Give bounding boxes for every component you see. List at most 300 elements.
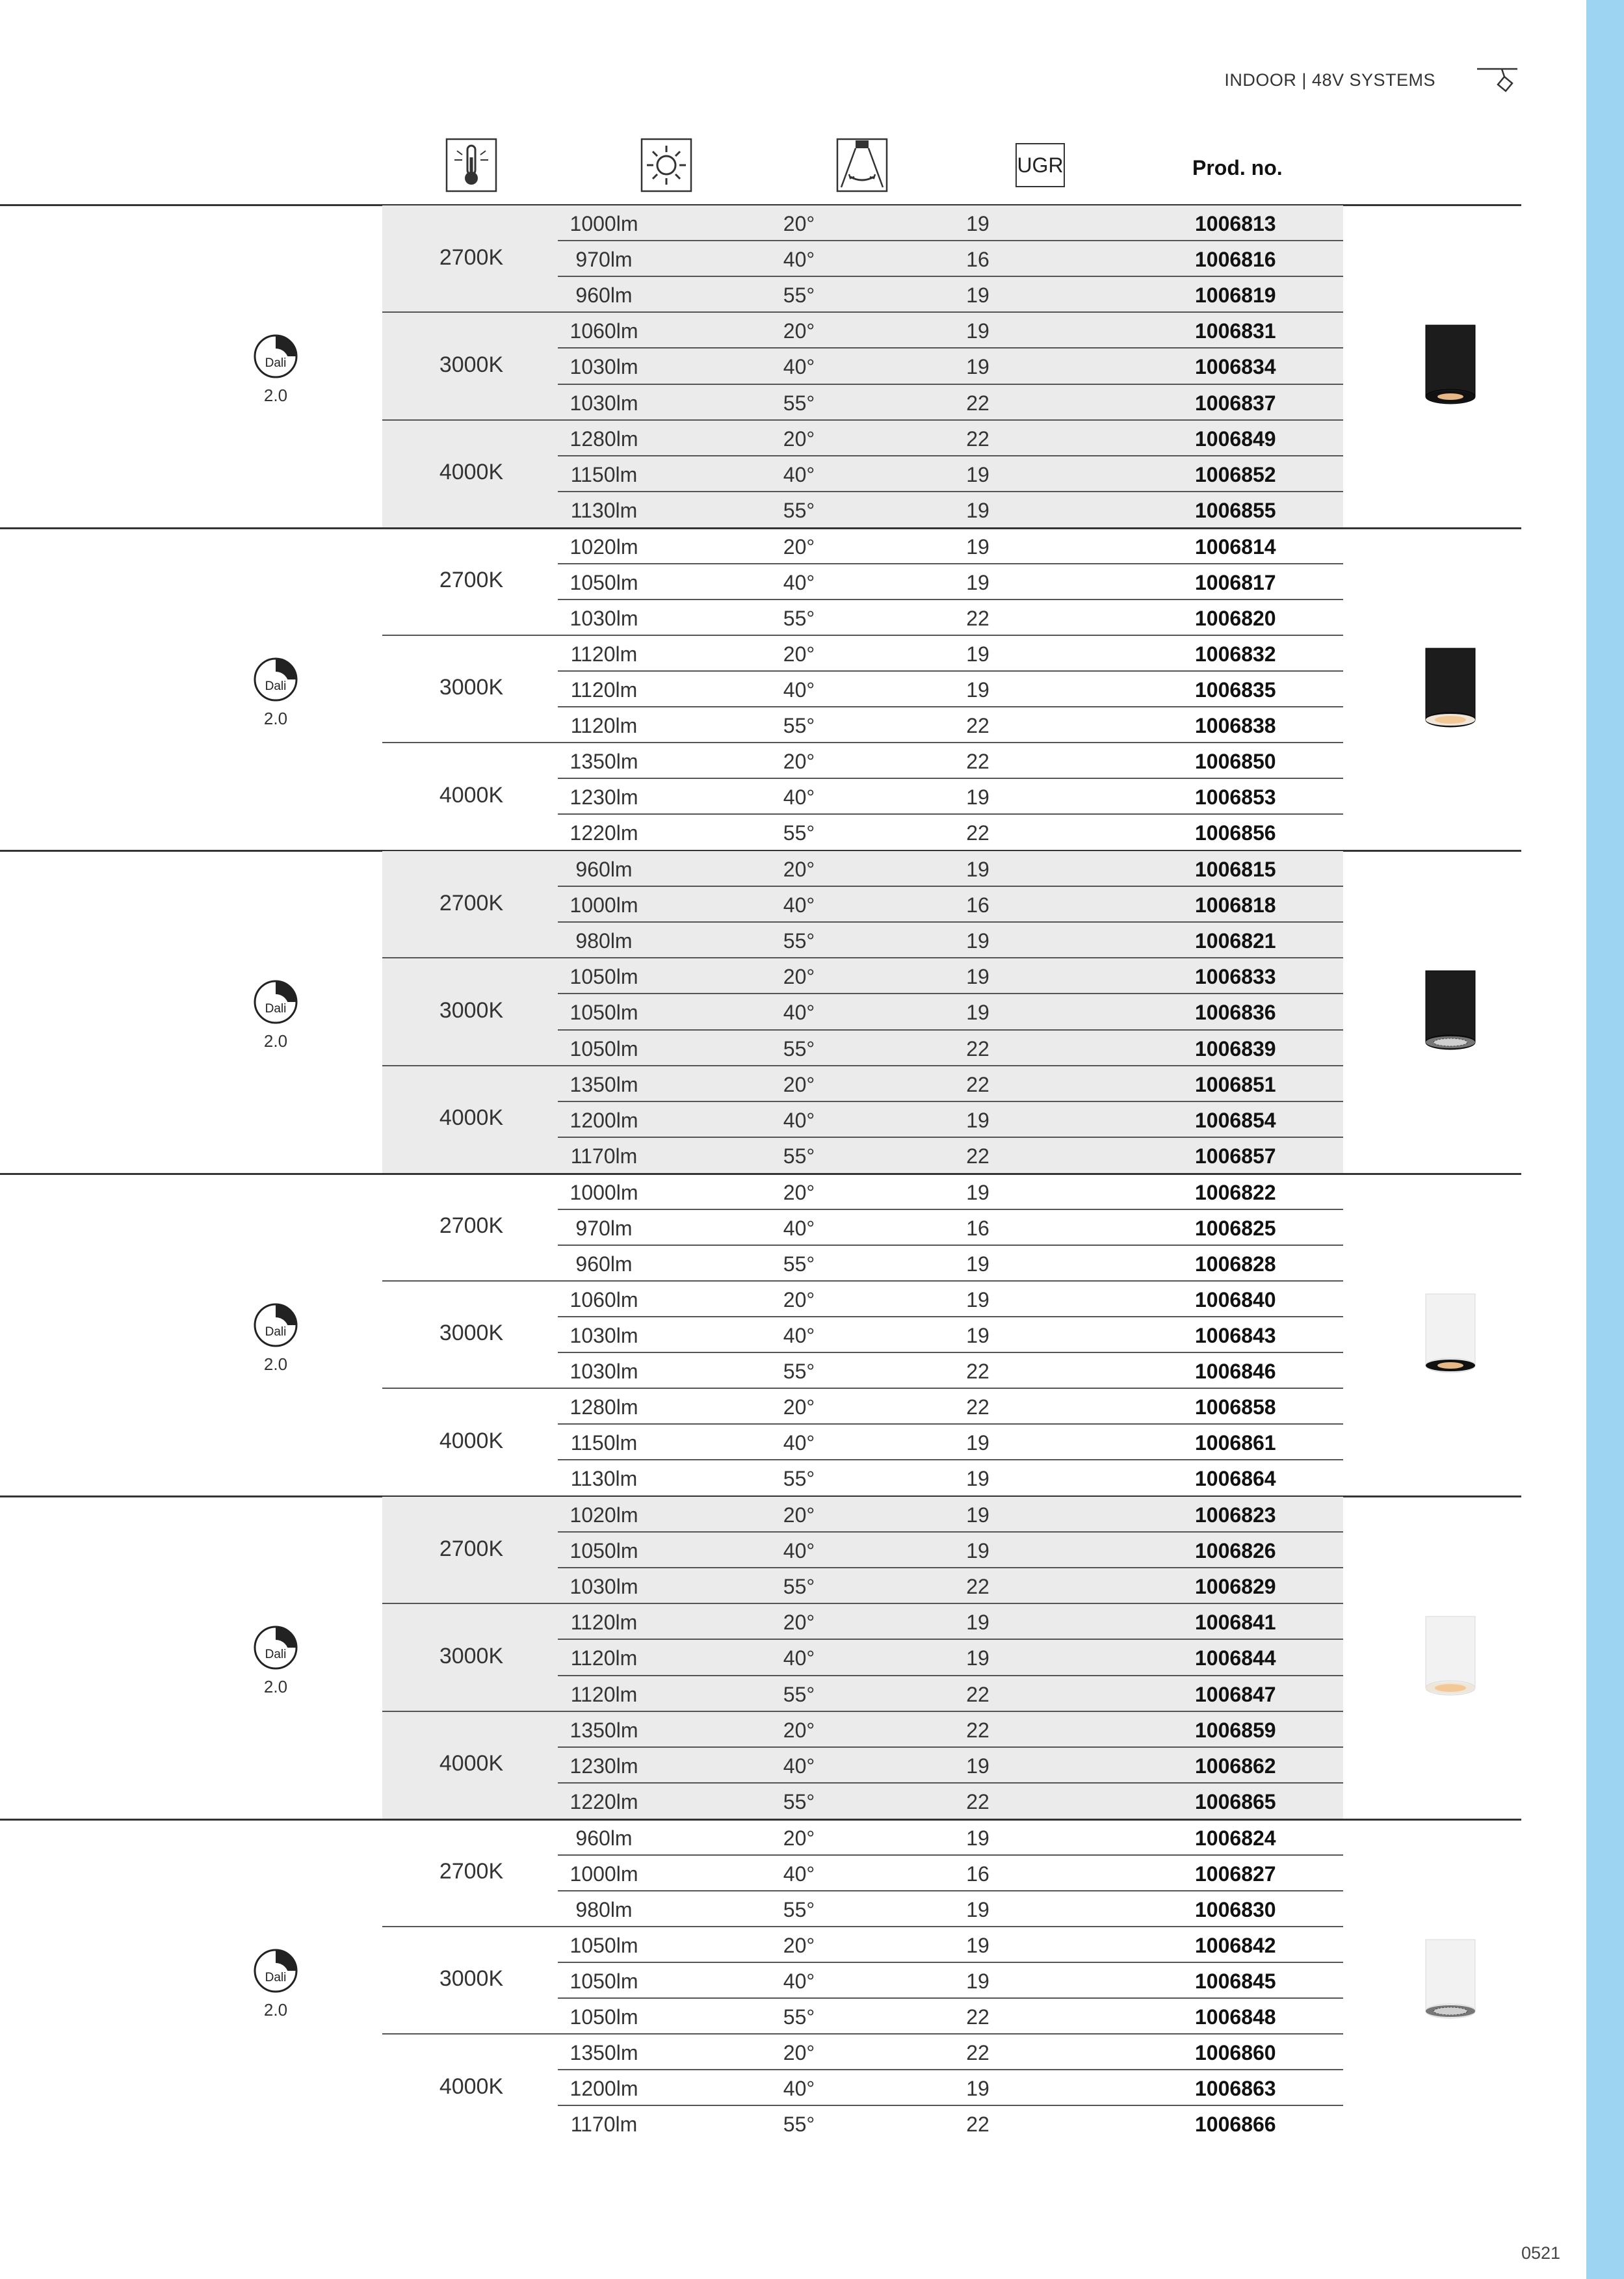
- product-number: 1006836: [1195, 1001, 1276, 1025]
- row-divider: [558, 1423, 1343, 1425]
- beam-angle-value: 55°: [783, 821, 815, 845]
- beam-angle-value: 55°: [783, 1360, 815, 1383]
- group-divider: [0, 1819, 1521, 1821]
- product-number: 1006830: [1195, 1897, 1276, 1921]
- product-number: 1006823: [1195, 1503, 1276, 1527]
- ugr-value: 19: [966, 929, 989, 953]
- luminous-flux-value: 1050lm: [570, 1969, 638, 1993]
- beam-angle-value: 55°: [783, 1682, 815, 1706]
- luminous-flux-value: 1150lm: [570, 462, 638, 486]
- dali-badge: [252, 1947, 299, 2020]
- color-temperature: 3000K: [439, 352, 504, 377]
- luminous-flux-value: 960lm: [575, 1826, 633, 1850]
- luminous-flux-value: 960lm: [575, 1252, 633, 1276]
- luminous-flux-value: 1130lm: [570, 1467, 638, 1491]
- product-number: 1006837: [1195, 391, 1276, 415]
- beam-angle-value: 20°: [783, 1933, 815, 1957]
- ceiling-spotlight-icon: [1415, 1934, 1486, 2025]
- beam-angle-value: 55°: [783, 606, 815, 630]
- beam-angle-value: 40°: [783, 355, 815, 379]
- ugr-value: 19: [966, 1933, 989, 1957]
- ugr-value: 16: [966, 1862, 989, 1886]
- product-number: 1006840: [1195, 1287, 1276, 1311]
- section-divider: [382, 957, 1343, 958]
- product-number: 1006856: [1195, 821, 1276, 845]
- product-number: 1006860: [1195, 2041, 1276, 2065]
- luminous-flux-value: 1230lm: [570, 785, 638, 810]
- product-number: 1006816: [1195, 248, 1276, 272]
- luminous-flux-value: 1030lm: [570, 1323, 638, 1347]
- luminous-flux-value: 1220lm: [570, 1789, 638, 1813]
- luminous-flux-value: 1050lm: [570, 2005, 638, 2029]
- luminous-flux-value: 1020lm: [570, 534, 638, 559]
- luminous-flux-value: 1280lm: [570, 1395, 638, 1419]
- beam-angle-value: 55°: [783, 929, 815, 953]
- beam-angle-value: 40°: [783, 1539, 815, 1563]
- ugr-value: 19: [966, 1323, 989, 1347]
- beam-angle-value: 40°: [783, 893, 815, 917]
- beam-angle-value: 40°: [783, 1323, 815, 1347]
- beam-angle-value: 20°: [783, 1826, 815, 1850]
- row-divider: [558, 1316, 1343, 1317]
- beam-angle-value: 55°: [783, 2113, 815, 2137]
- ugr-value: 19: [966, 785, 989, 810]
- beam-angle-value: 20°: [783, 319, 815, 343]
- product-number: 1006819: [1195, 283, 1276, 308]
- product-number: 1006828: [1195, 1252, 1276, 1276]
- beam-angle-value: 55°: [783, 283, 815, 308]
- luminous-flux-value: 1030lm: [570, 355, 638, 379]
- ugr-value: 19: [966, 1539, 989, 1563]
- row-divider: [558, 347, 1343, 349]
- product-number: 1006857: [1195, 1144, 1276, 1168]
- beam-angle-value: 20°: [783, 1287, 815, 1311]
- ugr-value: 19: [966, 1467, 989, 1491]
- beam-angle-value: 20°: [783, 750, 815, 774]
- beam-angle-value: 55°: [783, 1575, 815, 1599]
- beam-angle-value: 20°: [783, 427, 815, 451]
- section-divider: [382, 1065, 1343, 1066]
- ugr-value: 22: [966, 1036, 989, 1060]
- luminous-flux-value: 1050lm: [570, 965, 638, 989]
- product-number: 1006862: [1195, 1754, 1276, 1778]
- ugr-value: 19: [966, 1969, 989, 1993]
- ugr-value: 22: [966, 1718, 989, 1742]
- row-divider: [558, 886, 1343, 887]
- product-number: 1006835: [1195, 678, 1276, 702]
- color-temperature: 4000K: [439, 782, 504, 808]
- beam-angle-value: 20°: [783, 1395, 815, 1419]
- luminous-flux-value: 1000lm: [570, 1862, 638, 1886]
- ugr-value: 19: [966, 1503, 989, 1527]
- product-number: 1006843: [1195, 1323, 1276, 1347]
- ugr-value: 22: [966, 2041, 989, 2065]
- ugr-value: 22: [966, 1072, 989, 1096]
- product-number: 1006839: [1195, 1036, 1276, 1060]
- thermometer-icon: [445, 138, 497, 192]
- row-divider: [558, 2069, 1343, 2070]
- ugr-value: 19: [966, 1646, 989, 1670]
- product-number: 1006863: [1195, 2077, 1276, 2101]
- beam-angle-value: 20°: [783, 1718, 815, 1742]
- product-number: 1006850: [1195, 750, 1276, 774]
- luminous-flux-value: 1120lm: [570, 714, 638, 737]
- product-number: 1006815: [1195, 858, 1276, 881]
- luminous-flux-value: 1050lm: [570, 570, 638, 594]
- ugr-value: 19: [966, 678, 989, 702]
- ugr-value: 22: [966, 1360, 989, 1383]
- ugr-value: 22: [966, 714, 989, 737]
- row-divider: [558, 2105, 1343, 2106]
- product-number: 1006827: [1195, 1862, 1276, 1886]
- ugr-value: 19: [966, 1897, 989, 1921]
- dali-label: Dali: [265, 679, 287, 693]
- row-divider: [558, 1352, 1343, 1353]
- color-temperature: 3000K: [439, 675, 504, 700]
- beam-angle-value: 40°: [783, 1108, 815, 1132]
- ugr-value: 19: [966, 1108, 989, 1132]
- beam-angle-value: 20°: [783, 1611, 815, 1635]
- sun-lumen-icon: [640, 138, 692, 192]
- ugr-value: 19: [966, 355, 989, 379]
- product-number: 1006826: [1195, 1539, 1276, 1563]
- beam-angle-value: 20°: [783, 2041, 815, 2065]
- luminous-flux-value: 1030lm: [570, 391, 638, 415]
- beam-angle-value: 55°: [783, 2005, 815, 2029]
- luminous-flux-value: 1000lm: [570, 212, 638, 235]
- luminous-flux-value: 1170lm: [570, 1144, 638, 1168]
- luminous-flux-value: 1030lm: [570, 606, 638, 630]
- row-divider: [558, 921, 1343, 923]
- ugr-value: 22: [966, 821, 989, 845]
- product-number: 1006847: [1195, 1682, 1276, 1706]
- color-temperature: 4000K: [439, 2074, 504, 2099]
- luminous-flux-value: 1200lm: [570, 2077, 638, 2101]
- beam-angle-value: 40°: [783, 1754, 815, 1778]
- beam-angle-icon: [836, 138, 888, 192]
- luminous-flux-value: 1220lm: [570, 821, 638, 845]
- ugr-value: 16: [966, 1216, 989, 1240]
- dali-badge: [252, 1302, 299, 1375]
- luminous-flux-value: 1000lm: [570, 893, 638, 917]
- ugr-value: 22: [966, 1789, 989, 1813]
- ugr-value: 19: [966, 1287, 989, 1311]
- luminous-flux-value: 1230lm: [570, 1754, 638, 1778]
- color-temperature: 4000K: [439, 1105, 504, 1131]
- dali-label: Dali: [265, 1324, 287, 1339]
- beam-angle-value: 20°: [783, 965, 815, 989]
- luminous-flux-value: 1130lm: [570, 498, 638, 522]
- product-number: 1006855: [1195, 498, 1276, 522]
- row-divider: [558, 1675, 1343, 1676]
- row-divider: [558, 706, 1343, 707]
- beam-angle-value: 20°: [783, 1503, 815, 1527]
- row-divider: [558, 1531, 1343, 1533]
- dali-label: Dali: [265, 1970, 287, 1984]
- section-divider: [382, 742, 1343, 743]
- row-divider: [558, 240, 1343, 241]
- row-divider: [558, 1209, 1343, 1210]
- color-temperature: 2700K: [439, 1859, 504, 1884]
- ugr-value: 22: [966, 391, 989, 415]
- ugr-value: 19: [966, 858, 989, 881]
- row-divider: [558, 670, 1343, 672]
- beam-angle-value: 55°: [783, 1897, 815, 1921]
- color-temperature: 2700K: [439, 244, 504, 270]
- row-divider: [558, 1962, 1343, 1963]
- luminous-flux-value: 980lm: [575, 929, 633, 953]
- accent-side-stripe: [1586, 0, 1624, 2279]
- beam-angle-value: 40°: [783, 462, 815, 486]
- product-number: 1006824: [1195, 1826, 1276, 1850]
- product-number: 1006822: [1195, 1180, 1276, 1204]
- product-number: 1006838: [1195, 714, 1276, 737]
- beam-angle-value: 55°: [783, 1252, 815, 1276]
- beam-angle-value: 40°: [783, 570, 815, 594]
- dali-version: 2.0: [263, 1354, 288, 1374]
- luminous-flux-value: 1120lm: [570, 678, 638, 702]
- product-number: 1006818: [1195, 893, 1276, 917]
- luminous-flux-value: 1060lm: [570, 319, 638, 343]
- ugr-value: 22: [966, 750, 989, 774]
- row-divider: [558, 1997, 1343, 1999]
- ugr-value: 19: [966, 498, 989, 522]
- row-divider: [558, 491, 1343, 492]
- ugr-value: 19: [966, 534, 989, 559]
- color-temperature: 2700K: [439, 568, 504, 593]
- section-divider: [382, 1926, 1343, 1927]
- color-temperature: 4000K: [439, 1751, 504, 1776]
- beam-angle-value: 40°: [783, 1216, 815, 1240]
- lamp-image: [1415, 966, 1486, 1057]
- luminous-flux-value: 1170lm: [570, 2113, 638, 2137]
- section-divider: [382, 635, 1343, 636]
- ugr-value: 19: [966, 1431, 989, 1455]
- section-divider: [382, 1603, 1343, 1604]
- section-divider: [382, 1388, 1343, 1389]
- dali-badge: [252, 333, 299, 406]
- dali-version: 2.0: [263, 708, 288, 728]
- ugr-value: 19: [966, 2077, 989, 2101]
- ugr-value: 22: [966, 606, 989, 630]
- row-divider: [558, 384, 1343, 385]
- product-number: 1006834: [1195, 355, 1276, 379]
- product-number: 1006859: [1195, 1718, 1276, 1742]
- lamp-image: [1415, 1289, 1486, 1380]
- ugr-value: 19: [966, 283, 989, 308]
- luminous-flux-value: 1350lm: [570, 750, 638, 774]
- beam-angle-value: 55°: [783, 1789, 815, 1813]
- beam-angle-value: 40°: [783, 1646, 815, 1670]
- row-divider: [558, 1639, 1343, 1640]
- dali-label: Dali: [265, 1002, 287, 1016]
- luminous-flux-value: 1050lm: [570, 1036, 638, 1060]
- ugr-value: 22: [966, 1144, 989, 1168]
- dali-version: 2.0: [263, 1031, 288, 1051]
- luminous-flux-value: 1050lm: [570, 1001, 638, 1025]
- luminous-flux-value: 1030lm: [570, 1575, 638, 1599]
- color-temperature: 4000K: [439, 1428, 504, 1453]
- product-number: 1006813: [1195, 212, 1276, 235]
- dali-badge: [252, 979, 299, 1051]
- dali-dimming-icon: [252, 1624, 299, 1671]
- product-number: 1006861: [1195, 1431, 1276, 1455]
- luminous-flux-value: 1350lm: [570, 1718, 638, 1742]
- ugr-value: 19: [966, 1611, 989, 1635]
- ugr-value: 19: [966, 1826, 989, 1850]
- ugr-value: 22: [966, 427, 989, 451]
- product-number: 1006864: [1195, 1467, 1276, 1491]
- dali-label: Dali: [265, 1648, 287, 1662]
- beam-angle-value: 40°: [783, 1431, 815, 1455]
- beam-angle-value: 40°: [783, 248, 815, 272]
- ugr-value: 19: [966, 1001, 989, 1025]
- ugr-value: 19: [966, 965, 989, 989]
- beam-angle-value: 55°: [783, 1036, 815, 1060]
- product-number: 1006844: [1195, 1646, 1276, 1670]
- dali-dimming-icon: [252, 1302, 299, 1349]
- product-number: 1006845: [1195, 1969, 1276, 1993]
- color-temperature: 4000K: [439, 460, 504, 485]
- luminous-flux-value: 1120lm: [570, 642, 638, 666]
- prod-no-header: Prod. no.: [1192, 156, 1283, 179]
- color-temperature: 3000K: [439, 1321, 504, 1346]
- beam-angle-value: 55°: [783, 498, 815, 522]
- ugr-value: 22: [966, 1395, 989, 1419]
- product-number: 1006820: [1195, 606, 1276, 630]
- row-divider: [558, 276, 1343, 277]
- product-number: 1006825: [1195, 1216, 1276, 1240]
- product-number: 1006814: [1195, 534, 1276, 559]
- ugr-value: 19: [966, 462, 989, 486]
- product-number: 1006841: [1195, 1611, 1276, 1635]
- lamp-image: [1415, 1611, 1486, 1702]
- row-divider: [558, 1567, 1343, 1568]
- beam-angle-value: 20°: [783, 858, 815, 881]
- luminous-flux-value: 1000lm: [570, 1180, 638, 1204]
- beam-angle-value: 55°: [783, 1467, 815, 1491]
- product-number: 1006853: [1195, 785, 1276, 810]
- luminous-flux-value: 1120lm: [570, 1682, 638, 1706]
- color-temperature: 3000K: [439, 1966, 504, 1992]
- luminous-flux-value: 1030lm: [570, 1360, 638, 1383]
- track-spotlight-icon: [1476, 65, 1523, 96]
- beam-angle-value: 55°: [783, 714, 815, 737]
- row-divider: [558, 1746, 1343, 1748]
- ugr-value: 22: [966, 2005, 989, 2029]
- ugr-value: 19: [966, 212, 989, 235]
- product-number: 1006852: [1195, 462, 1276, 486]
- luminous-flux-value: 970lm: [575, 248, 633, 272]
- beam-angle-value: 40°: [783, 785, 815, 810]
- beam-angle-value: 20°: [783, 534, 815, 559]
- beam-angle-value: 55°: [783, 391, 815, 415]
- luminous-flux-value: 1120lm: [570, 1646, 638, 1670]
- row-divider: [558, 993, 1343, 994]
- group-divider: [0, 527, 1521, 529]
- beam-angle-value: 40°: [783, 1862, 815, 1886]
- luminous-flux-value: 960lm: [575, 283, 633, 308]
- beam-angle-value: 20°: [783, 1180, 815, 1204]
- lamp-image: [1415, 1934, 1486, 2025]
- product-number: 1006866: [1195, 2113, 1276, 2137]
- product-number: 1006858: [1195, 1395, 1276, 1419]
- ugr-value: 16: [966, 248, 989, 272]
- color-temperature: 2700K: [439, 890, 504, 916]
- row-divider: [558, 599, 1343, 600]
- luminous-flux-value: 1150lm: [570, 1431, 638, 1455]
- luminous-flux-value: 1050lm: [570, 1539, 638, 1563]
- beam-angle-value: 40°: [783, 1969, 815, 1993]
- luminous-flux-value: 1350lm: [570, 2041, 638, 2065]
- row-divider: [558, 1459, 1343, 1460]
- row-divider: [558, 1101, 1343, 1102]
- ugr-value: 19: [966, 642, 989, 666]
- ceiling-spotlight-icon: [1415, 643, 1486, 734]
- product-number: 1006848: [1195, 2005, 1276, 2029]
- group-divider: [0, 1173, 1521, 1175]
- luminous-flux-value: 980lm: [575, 1897, 633, 1921]
- dali-badge: [252, 656, 299, 729]
- lamp-image: [1415, 320, 1486, 411]
- luminous-flux-value: 1060lm: [570, 1287, 638, 1311]
- beam-angle-value: 40°: [783, 678, 815, 702]
- color-temperature: 3000K: [439, 1643, 504, 1668]
- ugr-value: 22: [966, 1682, 989, 1706]
- page-header-title: INDOOR | 48V SYSTEMS: [1224, 70, 1435, 90]
- row-divider: [558, 813, 1343, 815]
- section-divider: [382, 1280, 1343, 1282]
- product-number: 1006849: [1195, 427, 1276, 451]
- color-temperature: 3000K: [439, 997, 504, 1023]
- ugr-value: 16: [966, 893, 989, 917]
- section-divider: [382, 419, 1343, 421]
- row-divider: [558, 563, 1343, 564]
- color-temperature: 2700K: [439, 1536, 504, 1561]
- ugr-value: 19: [966, 1252, 989, 1276]
- luminous-flux-value: 1280lm: [570, 427, 638, 451]
- beam-angle-value: 55°: [783, 1144, 815, 1168]
- luminous-flux-value: 1350lm: [570, 1072, 638, 1096]
- ugr-value: 19: [966, 1754, 989, 1778]
- section-divider: [382, 2033, 1343, 2035]
- row-divider: [558, 455, 1343, 456]
- ugr-value: 19: [966, 1180, 989, 1204]
- product-number: 1006821: [1195, 929, 1276, 953]
- row-divider: [558, 778, 1343, 779]
- ceiling-spotlight-icon: [1415, 1611, 1486, 1702]
- lamp-image: [1415, 643, 1486, 734]
- ceiling-spotlight-icon: [1415, 1289, 1486, 1380]
- luminous-flux-value: 1020lm: [570, 1503, 638, 1527]
- product-number: 1006846: [1195, 1360, 1276, 1383]
- luminous-flux-value: 1050lm: [570, 1933, 638, 1957]
- dali-version: 2.0: [263, 1999, 288, 2020]
- dali-version: 2.0: [263, 1677, 288, 1697]
- luminous-flux-value: 970lm: [575, 1216, 633, 1240]
- product-number: 1006833: [1195, 965, 1276, 989]
- product-number: 1006854: [1195, 1108, 1276, 1132]
- product-number: 1006865: [1195, 1789, 1276, 1813]
- beam-angle-value: 20°: [783, 1072, 815, 1096]
- ceiling-spotlight-icon: [1415, 320, 1486, 411]
- dali-dimming-icon: [252, 656, 299, 703]
- product-number: 1006829: [1195, 1575, 1276, 1599]
- row-divider: [558, 1854, 1343, 1856]
- product-number: 1006831: [1195, 319, 1276, 343]
- luminous-flux-value: 960lm: [575, 858, 633, 881]
- beam-angle-value: 40°: [783, 1001, 815, 1025]
